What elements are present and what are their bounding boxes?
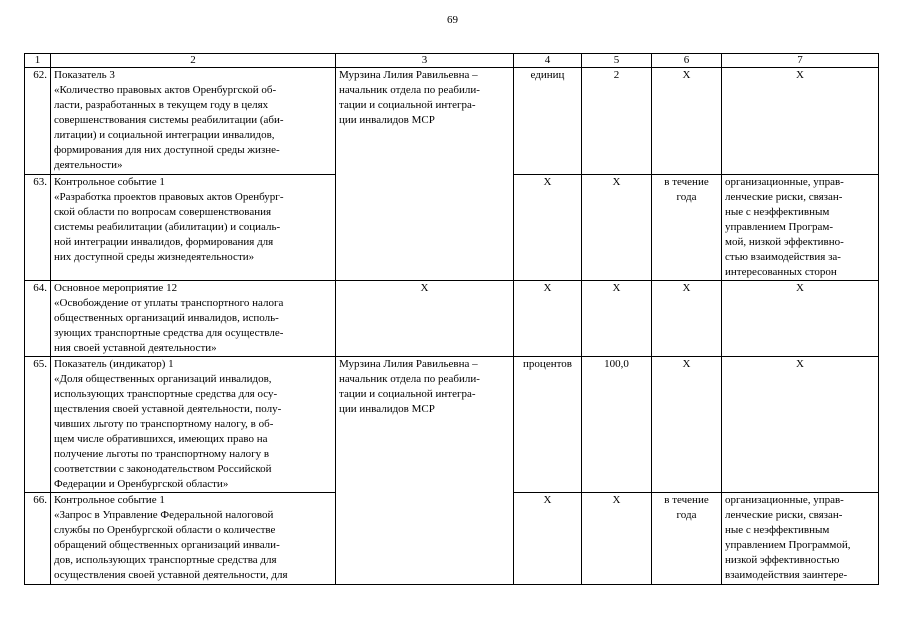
page-number: 69 (447, 14, 458, 26)
row-unit: единиц (514, 68, 582, 175)
table-row (25, 357, 879, 493)
column-header: 1 (25, 54, 51, 68)
row-description: Контрольное событие 1 «Разработка проектов правовых актов Оренбург- ской области по вопросам совершенствования системы реабилитации (абилитации) и социаль- ной интеграции инвалидов, формирования для них доступной среды жизнедеятельности» (51, 175, 336, 281)
column-header: 3 (336, 54, 514, 68)
row-term: в течение года (652, 493, 722, 585)
column-header: 2 (51, 54, 336, 68)
row-value: Х (582, 175, 652, 281)
row-value: Х (582, 281, 652, 357)
row-unit: процентов (514, 357, 582, 493)
row-number: 66. (25, 493, 51, 585)
row-risks: Х (722, 281, 879, 357)
column-header: 4 (514, 54, 582, 68)
row-term: Х (652, 357, 722, 493)
table-row (25, 281, 879, 357)
row-value: Х (582, 493, 652, 585)
row-number: 62. (25, 68, 51, 175)
row-description: Показатель (индикатор) 1 «Доля общественных организаций инвалидов, использующих транспортные средства для осу- ществления своей уставной деятельности, полу- чивших льготу по транспортному налогу, в об- щем числе обратившихся, имеющих право на получение льготы по транспортному налогу в соответствии с законодательством Российской Федерации и Оренбургской области» (51, 357, 336, 493)
table-row (25, 68, 879, 175)
column-header: 5 (582, 54, 652, 68)
row-unit: Х (514, 281, 582, 357)
program-table (24, 53, 879, 585)
row-value: 2 (582, 68, 652, 175)
row-responsible: Х (336, 281, 514, 357)
row-term: Х (652, 281, 722, 357)
header-row (25, 54, 879, 68)
row-number: 63. (25, 175, 51, 281)
column-header: 7 (722, 54, 879, 68)
row-responsible: Мурзина Лилия Равильевна – начальник отдела по реабили- тации и социальной интегра- ции инвалидов МСР (336, 68, 514, 281)
row-number: 65. (25, 357, 51, 493)
row-unit: Х (514, 175, 582, 281)
row-risks: организационные, управ- ленческие риски, связан- ные с неэффективным управлением Программой, низкой эффективностью взаимодействия заинтере- (722, 493, 879, 585)
row-number: 64. (25, 281, 51, 357)
row-risks: Х (722, 357, 879, 493)
row-risks: Х (722, 68, 879, 175)
row-term: Х (652, 68, 722, 175)
row-term: в течение года (652, 175, 722, 281)
row-value: 100,0 (582, 357, 652, 493)
row-description: Основное мероприятие 12 «Освобождение от уплаты транспортного налога общественных организаций инвалидов, исполь- зующих транспортные средства для осуществле- ния своей уставной деятельности» (51, 281, 336, 357)
row-risks: организационные, управ- ленческие риски, связан- ные с неэффективным управлением Програм- мой, низкой эффективно- стью взаимодействия за- интересованных сторон (722, 175, 879, 281)
row-responsible: Мурзина Лилия Равильевна – начальник отдела по реабили- тации и социальной интегра- ции инвалидов МСР (336, 357, 514, 585)
row-description: Показатель 3 «Количество правовых актов Оренбургской об- ласти, разработанных в текущем году в целях совершенствования системы реабилитации (аби- литации) и социальной интеграции инвалидов, формирования для них доступной среды жизне- деятельности» (51, 68, 336, 175)
row-unit: Х (514, 493, 582, 585)
column-header: 6 (652, 54, 722, 68)
row-description: Контрольное событие 1 «Запрос в Управление Федеральной налоговой службы по Оренбургской области о количестве обращений общественных организаций инвали- дов, использующих транспортные средства для осуществления своей уставной деятельности, для (51, 493, 336, 585)
